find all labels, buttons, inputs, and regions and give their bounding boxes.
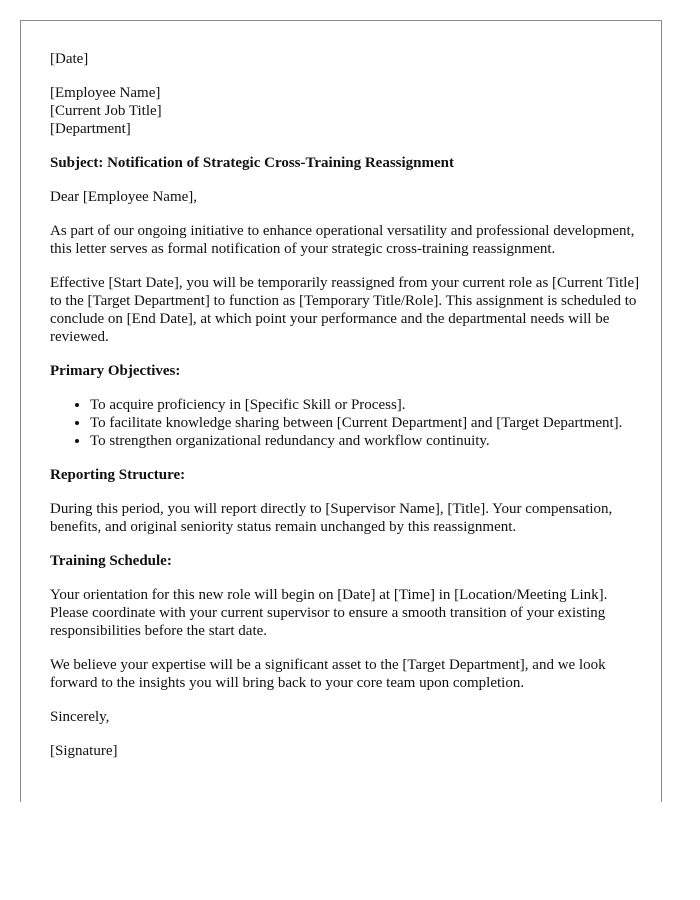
list-item: • To facilitate knowledge sharing between [Current Department] and [Target Department]. bbox=[90, 414, 640, 432]
list-item: • To strengthen organizational redundancy and workflow continuity. bbox=[90, 432, 640, 450]
reporting-heading: Reporting Structure: bbox=[50, 467, 186, 483]
objectives-heading: Primary Objectives: bbox=[50, 363, 181, 379]
effective-paragraph: Effective [Start Date], you will be temporarily reassigned from your current role as [Current Title] to the [Target Department] to function as [Temporary Title/Role]. This assignment is scheduled to conclude on [End Date], at which point your performance and the departmental needs will be reviewed. bbox=[50, 275, 640, 345]
reporting-paragraph: During this period, you will report directly to [Supervisor Name], [Title]. Your compensation, benefits, and original seniority status remain unchanged by this reassignment. bbox=[50, 501, 613, 535]
recipient-name: [Employee Name] bbox=[50, 85, 161, 101]
signature: [Signature] bbox=[50, 743, 118, 759]
signoff: Sincerely, bbox=[50, 709, 110, 725]
objectives-list bbox=[50, 396, 640, 450]
closing-paragraph: We believe your expertise will be a significant asset to the [Target Department], and we look forward to the insights you will bring back to your core team upon completion. bbox=[50, 657, 606, 691]
recipient-title: [Current Job Title] bbox=[50, 103, 162, 119]
schedule-heading: Training Schedule: bbox=[50, 553, 172, 569]
recipient-block bbox=[50, 84, 640, 138]
schedule-paragraph: Your orientation for this new role will begin on [Date] at [Time] in [Location/Meeting Link]. Please coordinate with your current supervisor to ensure a smooth transition of your existing responsibilities before the start date. bbox=[50, 587, 608, 639]
letter-page bbox=[20, 20, 662, 802]
subject-line: Subject: Notification of Strategic Cross-Training Reassignment bbox=[50, 155, 454, 171]
intro-paragraph: As part of our ongoing initiative to enhance operational versatility and professional development, this letter serves as formal notification of your strategic cross-training reassignment. bbox=[50, 223, 635, 257]
list-item: • To acquire proficiency in [Specific Skill or Process]. bbox=[90, 396, 640, 414]
letter-date: [Date] bbox=[50, 51, 89, 67]
letter-body bbox=[50, 50, 640, 776]
salutation: Dear [Employee Name], bbox=[50, 189, 198, 205]
recipient-department: [Department] bbox=[50, 121, 131, 137]
